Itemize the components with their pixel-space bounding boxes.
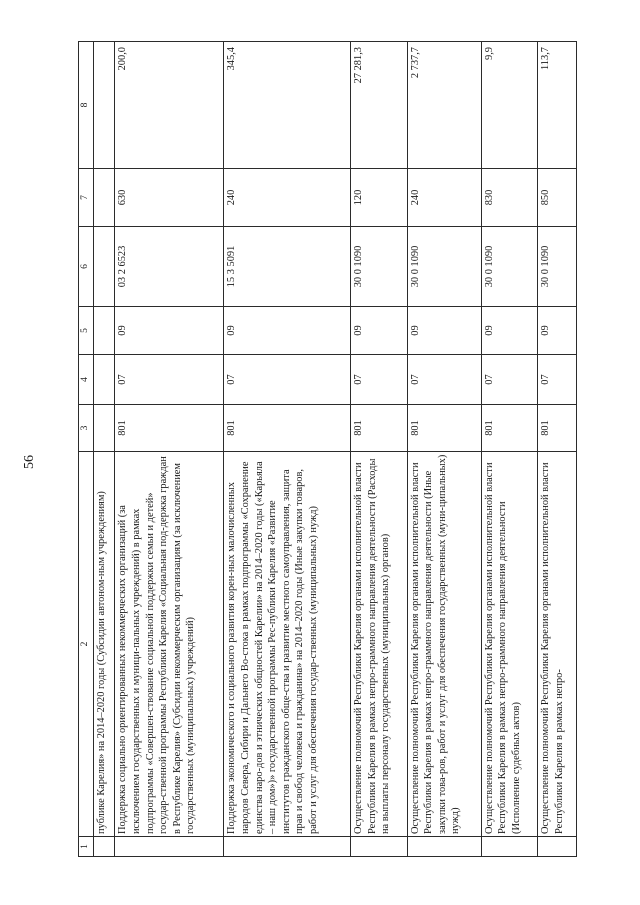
row-number-cell bbox=[538, 837, 577, 857]
table-row bbox=[407, 42, 481, 857]
item-name: Осуществление полномочий Республики Карелия органами исполнительной власти Республики Карелия в рамках непро-граммного направления деятельности (Расходы на выплаты персоналу государственных (муниципальных) органов) bbox=[351, 452, 407, 837]
col-header-8: 8 bbox=[79, 42, 94, 169]
section-code: 07 bbox=[224, 355, 351, 405]
amount: 345,4 bbox=[224, 42, 351, 169]
budget-table-frame bbox=[78, 42, 577, 857]
target-article: 15 3 5091 bbox=[224, 227, 351, 307]
section-code: 07 bbox=[351, 355, 407, 405]
item-name: Поддержка социально ориентированных некоммерческих организаций (за исключением государственных и муници-пальных учреждений) в рамках подпрограммы «Совершен-ствование социальной поддержки семьи и детей» государ-ственной программы Республики Карелия «Социальная под-держка граждан в Республике Карелия» (Субсидии некоммерческим организациям (за исключением государственных (муниципальных) учреждений) bbox=[115, 452, 224, 837]
subsection-code: 09 bbox=[115, 307, 224, 355]
ministry-code bbox=[94, 405, 115, 452]
table-row bbox=[481, 42, 537, 857]
subsection-code: 09 bbox=[481, 307, 537, 355]
col-header-5: 5 bbox=[79, 307, 94, 355]
ministry-code: 801 bbox=[351, 405, 407, 452]
item-name: Осуществление полномочий Республики Карелия органами исполнительной власти Республики Карелия в рамках непро- bbox=[538, 452, 577, 837]
expense-type: 830 bbox=[481, 169, 537, 227]
table-row bbox=[94, 42, 115, 857]
amount: 9,9 bbox=[481, 42, 537, 169]
amount bbox=[94, 42, 115, 169]
col-header-2: 2 bbox=[79, 452, 94, 837]
item-name: Осуществление полномочий Республики Карелия органами исполнительной власти Республики Карелия в рамках непро-граммного направления деятельности (Иные закупки това-ров, работ и услуг для обеспечения государственных (муни-ципальных) нужд) bbox=[407, 452, 481, 837]
budget-table bbox=[78, 41, 577, 857]
row-number-cell bbox=[481, 837, 537, 857]
section-code: 07 bbox=[538, 355, 577, 405]
subsection-code: 09 bbox=[224, 307, 351, 355]
col-header-4: 4 bbox=[79, 355, 94, 405]
section-code: 07 bbox=[407, 355, 481, 405]
target-article: 03 2 6523 bbox=[115, 227, 224, 307]
table-row bbox=[115, 42, 224, 857]
target-article: 30 0 1090 bbox=[351, 227, 407, 307]
expense-type: 850 bbox=[538, 169, 577, 227]
header-row bbox=[79, 42, 94, 857]
item-name: публике Карелия» на 2014–2020 годы (Субсидии автоном-ным учреждениям) bbox=[94, 452, 115, 837]
row-number-cell bbox=[407, 837, 481, 857]
page-number: 56 bbox=[22, 455, 37, 469]
amount: 200,0 bbox=[115, 42, 224, 169]
section-code: 07 bbox=[481, 355, 537, 405]
target-article: 30 0 1090 bbox=[481, 227, 537, 307]
ministry-code: 801 bbox=[538, 405, 577, 452]
subsection-code: 09 bbox=[407, 307, 481, 355]
subsection-code: 09 bbox=[538, 307, 577, 355]
amount: 27 281,3 bbox=[351, 42, 407, 169]
row-number-cell bbox=[115, 837, 224, 857]
subsection-code bbox=[94, 307, 115, 355]
section-code bbox=[94, 355, 115, 405]
ministry-code: 801 bbox=[407, 405, 481, 452]
row-number-cell bbox=[94, 837, 115, 857]
col-header-7: 7 bbox=[79, 169, 94, 227]
ministry-code: 801 bbox=[115, 405, 224, 452]
table-row bbox=[351, 42, 407, 857]
col-header-1: 1 bbox=[79, 837, 94, 857]
amount: 113,7 bbox=[538, 42, 577, 169]
col-header-6: 6 bbox=[79, 227, 94, 307]
target-article: 30 0 1090 bbox=[407, 227, 481, 307]
amount: 2 737,7 bbox=[407, 42, 481, 169]
expense-type bbox=[94, 169, 115, 227]
ministry-code: 801 bbox=[224, 405, 351, 452]
section-code: 07 bbox=[115, 355, 224, 405]
ministry-code: 801 bbox=[481, 405, 537, 452]
row-number-cell bbox=[224, 837, 351, 857]
expense-type: 240 bbox=[224, 169, 351, 227]
expense-type: 630 bbox=[115, 169, 224, 227]
target-article: 30 0 1090 bbox=[538, 227, 577, 307]
expense-type: 240 bbox=[407, 169, 481, 227]
target-article bbox=[94, 227, 115, 307]
table-row bbox=[224, 42, 351, 857]
subsection-code: 09 bbox=[351, 307, 407, 355]
item-name: Поддержка экономического и социального развития корен-ных малочисленных народов Севера, Сибири и Дальнего Во-стока в рамках подпрограммы «Сохранение единства наро-дов и этнических общностей Карелии» на 2014–2020 годы («Карьяла – наш дом»)» государственной программы Рес-публики Карелия «Развитие институтов гражданского обще-ства и развитие местного самоуправления, защита прав и свобод человека и гражданина» на 2014–2020 годы (Иные закупки товаров, работ и услуг для обеспечения государ-ственных (муниципальных) нужд) bbox=[224, 452, 351, 837]
table-row bbox=[538, 42, 577, 857]
col-header-3: 3 bbox=[79, 405, 94, 452]
row-number-cell bbox=[351, 837, 407, 857]
expense-type: 120 bbox=[351, 169, 407, 227]
item-name: Осуществление полномочий Республики Карелия органами исполнительной власти Республики Карелия в рамках непро-граммного направления деятельности (Исполнение судебных актов) bbox=[481, 452, 537, 837]
